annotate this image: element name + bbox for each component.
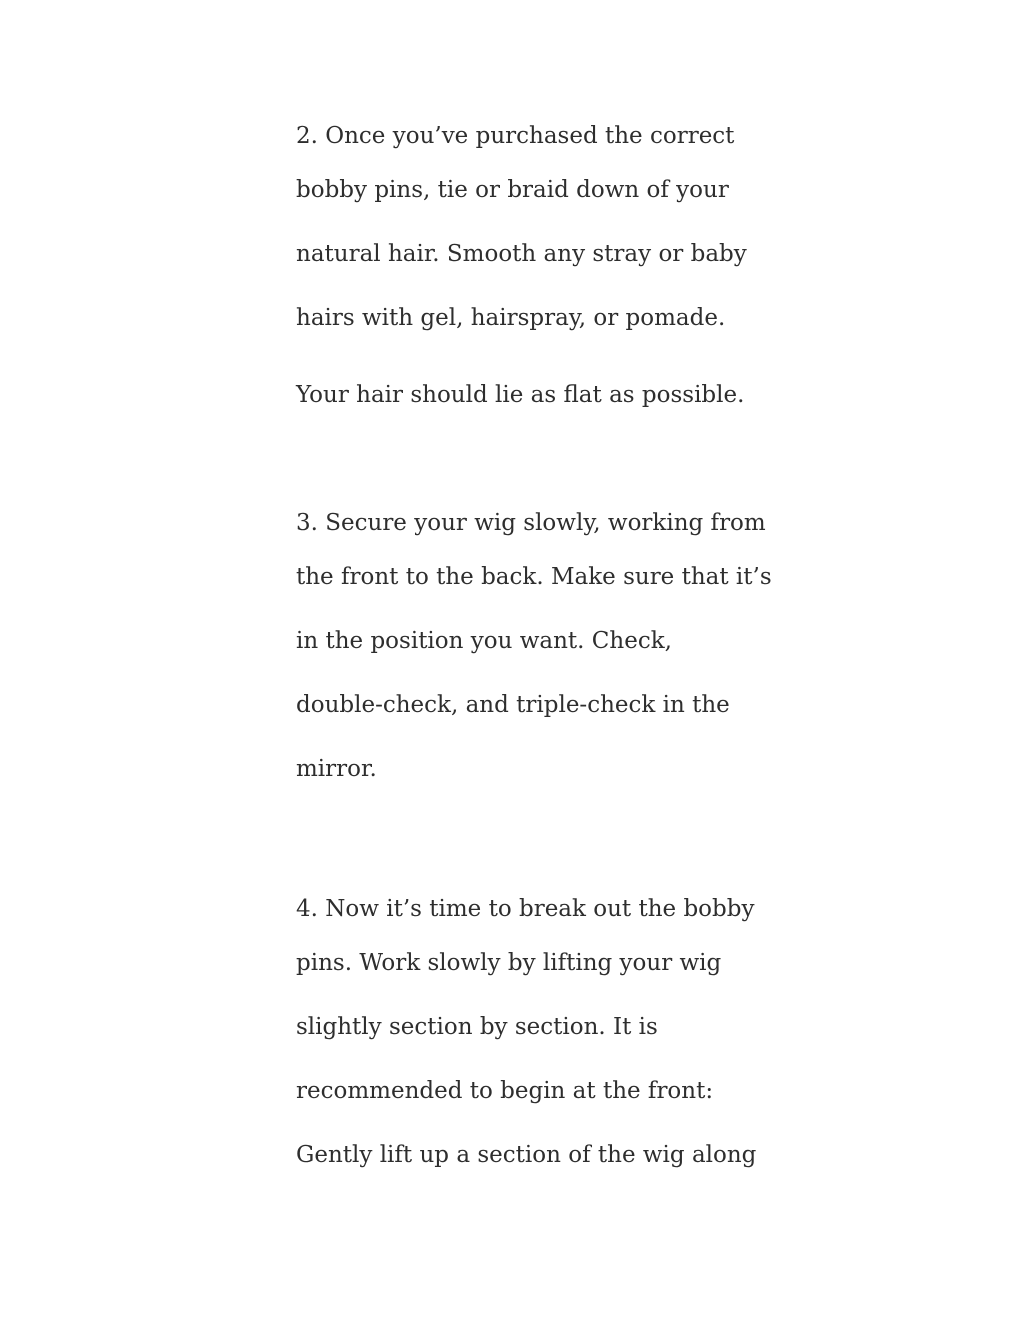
paragraph-line: bobby pins, tie or braid down of your <box>296 177 729 203</box>
paragraph-line: recommended to begin at the front: <box>296 1078 714 1104</box>
paragraph-line: 4. Now it’s time to break out the bobby <box>296 896 755 922</box>
paragraph-line: mirror. <box>296 756 377 782</box>
paragraph-line: natural hair. Smooth any stray or baby <box>296 241 747 267</box>
paragraph-line: Gently lift up a section of the wig along <box>296 1142 757 1168</box>
paragraph-line: 2. Once you’ve purchased the correct <box>296 123 735 149</box>
paragraph-line: double-check, and triple-check in the <box>296 692 730 718</box>
paragraph-line: 3. Secure your wig slowly, working from <box>296 510 766 536</box>
paragraph-line: pins. Work slowly by lifting your wig <box>296 950 722 976</box>
paragraph-line: slightly section by section. It is <box>296 1014 658 1040</box>
paragraph-line: in the position you want. Check, <box>296 628 672 654</box>
paragraph-line: Your hair should lie as flat as possible. <box>296 382 745 408</box>
paragraph-line: the front to the back. Make sure that it’s <box>296 564 772 590</box>
paragraph-line: hairs with gel, hairspray, or pomade. <box>296 305 726 331</box>
